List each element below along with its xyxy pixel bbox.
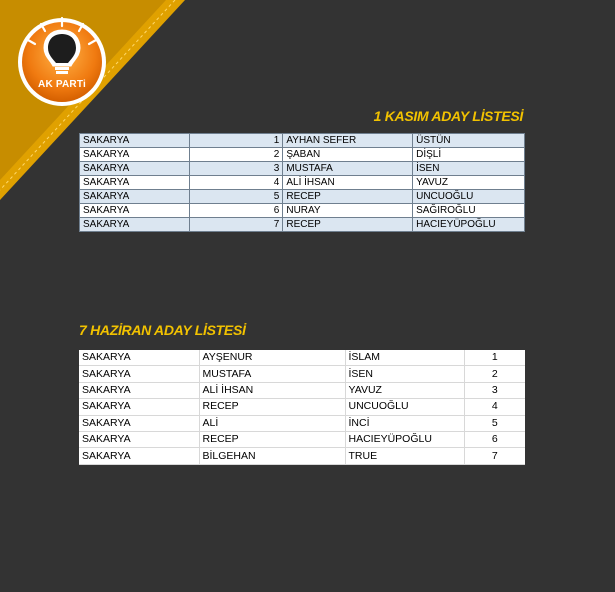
first-name-cell: MUSTAFA	[199, 366, 345, 382]
last-name-cell: İSEN	[413, 162, 525, 176]
table-row	[79, 382, 525, 398]
first-name-cell: RECEP	[283, 190, 413, 204]
table-row	[79, 399, 525, 415]
province-cell: SAKARYA	[80, 162, 190, 176]
last-name-cell: İSEN	[345, 366, 464, 382]
last-name-cell: HACIEYÜPOĞLU	[345, 431, 464, 447]
first-name-cell: ALİ İHSAN	[199, 382, 345, 398]
rank-cell: 5	[464, 415, 525, 431]
last-name-cell: HACIEYÜPOĞLU	[413, 218, 525, 232]
first-name-cell: RECEP	[199, 431, 345, 447]
province-cell: SAKARYA	[80, 148, 190, 162]
first-name-cell: ALİ	[199, 415, 345, 431]
last-name-cell: SAĞIROĞLU	[413, 204, 525, 218]
first-name-cell: NURAY	[283, 204, 413, 218]
province-cell: SAKARYA	[79, 415, 199, 431]
ak-parti-logo	[18, 18, 106, 106]
table-row	[80, 148, 525, 162]
table-row	[79, 431, 525, 447]
province-cell: SAKARYA	[80, 134, 190, 148]
first-name-cell: RECEP	[199, 399, 345, 415]
province-cell: SAKARYA	[79, 431, 199, 447]
first-name-cell: AYŞENUR	[199, 350, 345, 366]
province-cell: SAKARYA	[80, 176, 190, 190]
haziran-candidate-table	[79, 350, 525, 465]
province-cell: SAKARYA	[79, 448, 199, 464]
rank-cell: 2	[189, 148, 283, 162]
last-name-cell: İNCİ	[345, 415, 464, 431]
first-name-cell: ŞABAN	[283, 148, 413, 162]
table-row	[79, 448, 525, 464]
last-name-cell: DİŞLİ	[413, 148, 525, 162]
rank-cell: 4	[189, 176, 283, 190]
kasim-candidate-table	[79, 133, 525, 232]
first-name-cell: RECEP	[283, 218, 413, 232]
table-row	[79, 415, 525, 431]
rank-cell: 1	[464, 350, 525, 366]
province-cell: SAKARYA	[80, 218, 190, 232]
table-row	[79, 366, 525, 382]
province-cell: SAKARYA	[80, 204, 190, 218]
table-row	[80, 218, 525, 232]
province-cell: SAKARYA	[79, 382, 199, 398]
last-name-cell: UNCUOĞLU	[345, 399, 464, 415]
section-title-kasim: 1 KASIM ADAY LİSTESİ	[373, 108, 523, 124]
rank-cell: 6	[189, 204, 283, 218]
last-name-cell: YAVUZ	[413, 176, 525, 190]
rank-cell: 7	[189, 218, 283, 232]
first-name-cell: MUSTAFA	[283, 162, 413, 176]
province-cell: SAKARYA	[79, 350, 199, 366]
last-name-cell: ÜSTÜN	[413, 134, 525, 148]
rank-cell: 4	[464, 399, 525, 415]
table-row	[79, 350, 525, 366]
rank-cell: 1	[189, 134, 283, 148]
last-name-cell: YAVUZ	[345, 382, 464, 398]
last-name-cell: UNCUOĞLU	[413, 190, 525, 204]
section-title-haziran: 7 HAZİRAN ADAY LİSTESİ	[79, 322, 246, 338]
first-name-cell: AYHAN SEFER	[283, 134, 413, 148]
province-cell: SAKARYA	[79, 399, 199, 415]
first-name-cell: BİLGEHAN	[199, 448, 345, 464]
rank-cell: 3	[464, 382, 525, 398]
logo-text: AK PARTi	[38, 79, 86, 90]
rank-cell: 7	[464, 448, 525, 464]
province-cell: SAKARYA	[79, 366, 199, 382]
province-cell: SAKARYA	[80, 190, 190, 204]
rank-cell: 6	[464, 431, 525, 447]
rank-cell: 3	[189, 162, 283, 176]
rank-cell: 2	[464, 366, 525, 382]
table-row	[80, 134, 525, 148]
last-name-cell: TRUE	[345, 448, 464, 464]
table-row	[80, 190, 525, 204]
table-row	[80, 162, 525, 176]
first-name-cell: ALİ İHSAN	[283, 176, 413, 190]
rank-cell: 5	[189, 190, 283, 204]
table-row	[80, 176, 525, 190]
table-row	[80, 204, 525, 218]
last-name-cell: İSLAM	[345, 350, 464, 366]
